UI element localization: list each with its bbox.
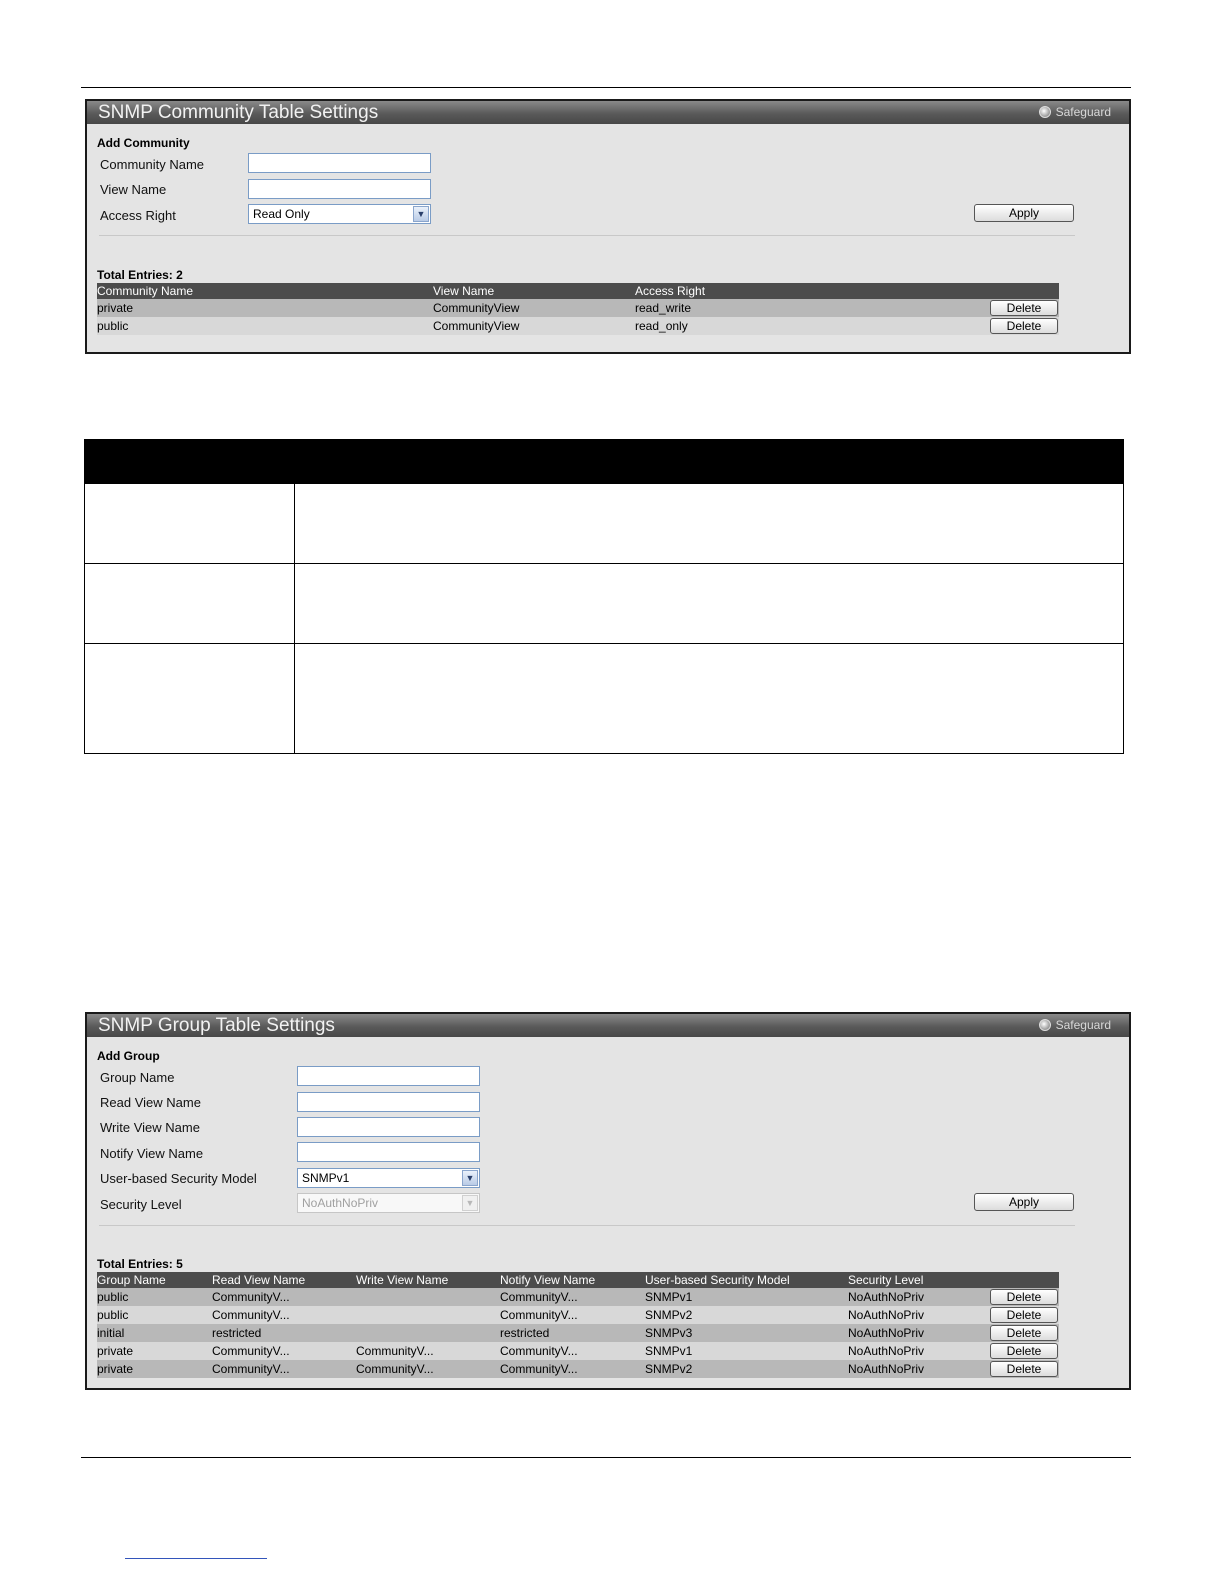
security-model-cell: SNMPv2 — [645, 1362, 693, 1376]
description-cell — [295, 484, 1123, 563]
table-row — [97, 299, 1059, 317]
apply-button[interactable]: Apply — [974, 204, 1074, 222]
form-divider — [99, 1225, 1075, 1226]
view-name-input[interactable] — [248, 179, 431, 199]
col-security-level: Security Level — [848, 1273, 924, 1287]
community-name-label: Community Name — [100, 157, 205, 172]
delete-button[interactable]: Delete — [990, 1325, 1058, 1341]
description-row — [85, 483, 1123, 563]
bottom-rule — [81, 1457, 1131, 1458]
table-row — [97, 1324, 1059, 1342]
description-row — [85, 563, 1123, 643]
chevron-down-icon[interactable]: ▼ — [413, 206, 429, 222]
table-row — [97, 1360, 1059, 1378]
security-model-cell: SNMPv1 — [645, 1344, 693, 1358]
group-name-cell: private — [97, 1344, 134, 1358]
security-model-cell: SNMPv3 — [645, 1326, 693, 1340]
safeguard-label: Safeguard — [1055, 105, 1111, 119]
table-row — [97, 1288, 1059, 1306]
top-rule — [81, 87, 1131, 88]
footer-link-underline[interactable] — [125, 1558, 267, 1559]
community-name-cell: private — [97, 301, 134, 315]
write-view-name-label: Write View Name — [100, 1120, 200, 1135]
notify-view-name-label: Notify View Name — [100, 1146, 204, 1161]
access-right-selected: Read Only — [253, 207, 310, 221]
safeguard-label: Safeguard — [1055, 1018, 1111, 1032]
col-security-model: User-based Security Model — [645, 1273, 790, 1287]
form-divider — [99, 235, 1075, 236]
security-level-cell: NoAuthNoPriv — [848, 1344, 925, 1358]
notify-view-cell: CommunityV... — [500, 1344, 578, 1358]
security-level-cell: NoAuthNoPriv — [848, 1290, 925, 1304]
description-cell — [295, 644, 1123, 753]
col-read-view-name: Read View Name — [212, 1273, 306, 1287]
total-entries: Total Entries: 5 — [97, 1257, 183, 1271]
add-group-heading: Add Group — [97, 1049, 160, 1063]
community-name-input[interactable] — [248, 153, 431, 173]
read-view-cell: CommunityV... — [212, 1362, 290, 1376]
access-right-select[interactable] — [248, 204, 431, 224]
community-panel-header — [87, 101, 1129, 124]
read-view-name-input[interactable] — [297, 1092, 480, 1112]
group-panel — [85, 1012, 1131, 1390]
table-row — [97, 1342, 1059, 1360]
group-panel-title: SNMP Group Table Settings — [98, 1015, 335, 1036]
write-view-name-input[interactable] — [297, 1117, 480, 1137]
col-community-name: Community Name — [97, 284, 194, 298]
read-view-cell: restricted — [212, 1326, 262, 1340]
group-name-input[interactable] — [297, 1066, 480, 1086]
group-name-cell: public — [97, 1290, 129, 1304]
delete-button[interactable]: Delete — [990, 1343, 1058, 1359]
write-view-cell: CommunityV... — [356, 1362, 434, 1376]
notify-view-cell: restricted — [500, 1326, 550, 1340]
table-row — [97, 317, 1059, 335]
read-view-cell: CommunityV... — [212, 1290, 290, 1304]
security-level-cell: NoAuthNoPriv — [848, 1362, 925, 1376]
security-model-selected: SNMPv1 — [302, 1171, 350, 1185]
access-right-cell: read_write — [635, 301, 692, 315]
notify-view-cell: CommunityV... — [500, 1308, 578, 1322]
group-name-cell: public — [97, 1308, 129, 1322]
security-model-select[interactable] — [297, 1168, 480, 1188]
security-model-cell: SNMPv2 — [645, 1308, 693, 1322]
delete-button[interactable]: Delete — [990, 1307, 1058, 1323]
add-community-heading: Add Community — [97, 136, 190, 150]
community-table-header — [97, 283, 1059, 299]
security-level-cell: NoAuthNoPriv — [848, 1326, 925, 1340]
write-view-cell: CommunityV... — [356, 1344, 434, 1358]
parameter-description-table — [84, 439, 1124, 754]
safeguard-status-icon — [1039, 106, 1051, 118]
group-name-cell: initial — [97, 1326, 125, 1340]
read-view-cell: CommunityV... — [212, 1308, 290, 1322]
notify-view-cell: CommunityV... — [500, 1290, 578, 1304]
description-row — [85, 643, 1123, 753]
table-row — [97, 1306, 1059, 1324]
header-parameter-cell — [85, 440, 295, 483]
col-write-view-name: Write View Name — [356, 1273, 449, 1287]
group-table-header — [97, 1272, 1059, 1288]
notify-view-cell: CommunityV... — [500, 1362, 578, 1376]
read-view-name-label: Read View Name — [100, 1095, 201, 1110]
access-right-label: Access Right — [100, 208, 176, 223]
header-description-cell — [295, 440, 1123, 483]
read-view-cell: CommunityV... — [212, 1344, 290, 1358]
col-access-right: Access Right — [635, 284, 706, 298]
delete-button[interactable]: Delete — [990, 300, 1058, 316]
security-level-select — [297, 1193, 480, 1213]
chevron-down-icon[interactable]: ▼ — [462, 1170, 478, 1186]
security-model-label: User-based Security Model — [100, 1171, 257, 1186]
safeguard-indicator — [1039, 1018, 1111, 1032]
parameter-cell — [85, 484, 295, 563]
safeguard-status-icon — [1039, 1019, 1051, 1031]
delete-button[interactable]: Delete — [990, 1289, 1058, 1305]
total-entries: Total Entries: 2 — [97, 268, 183, 282]
chevron-down-icon: ▼ — [462, 1195, 478, 1211]
view-name-cell: CommunityView — [433, 319, 520, 333]
delete-button[interactable]: Delete — [990, 318, 1058, 334]
apply-button[interactable]: Apply — [974, 1193, 1074, 1211]
group-name-cell: private — [97, 1362, 134, 1376]
community-panel-title: SNMP Community Table Settings — [98, 102, 379, 123]
col-notify-view-name: Notify View Name — [500, 1273, 596, 1287]
group-panel-header — [87, 1014, 1129, 1037]
description-table-header — [85, 440, 1123, 483]
description-cell — [295, 564, 1123, 643]
col-group-name: Group Name — [97, 1273, 166, 1287]
community-panel — [85, 99, 1131, 354]
security-model-cell: SNMPv1 — [645, 1290, 693, 1304]
group-name-label: Group Name — [100, 1070, 175, 1085]
view-name-cell: CommunityView — [433, 301, 520, 315]
view-name-label: View Name — [100, 182, 167, 197]
delete-button[interactable]: Delete — [990, 1361, 1058, 1377]
col-view-name: View Name — [433, 284, 495, 298]
notify-view-name-input[interactable] — [297, 1142, 480, 1162]
parameter-cell — [85, 564, 295, 643]
access-right-cell: read_only — [635, 319, 688, 333]
community-name-cell: public — [97, 319, 129, 333]
parameter-cell — [85, 644, 295, 753]
security-level-selected: NoAuthNoPriv — [302, 1196, 379, 1210]
security-level-cell: NoAuthNoPriv — [848, 1308, 925, 1322]
security-level-label: Security Level — [100, 1197, 182, 1212]
safeguard-indicator — [1039, 105, 1111, 119]
